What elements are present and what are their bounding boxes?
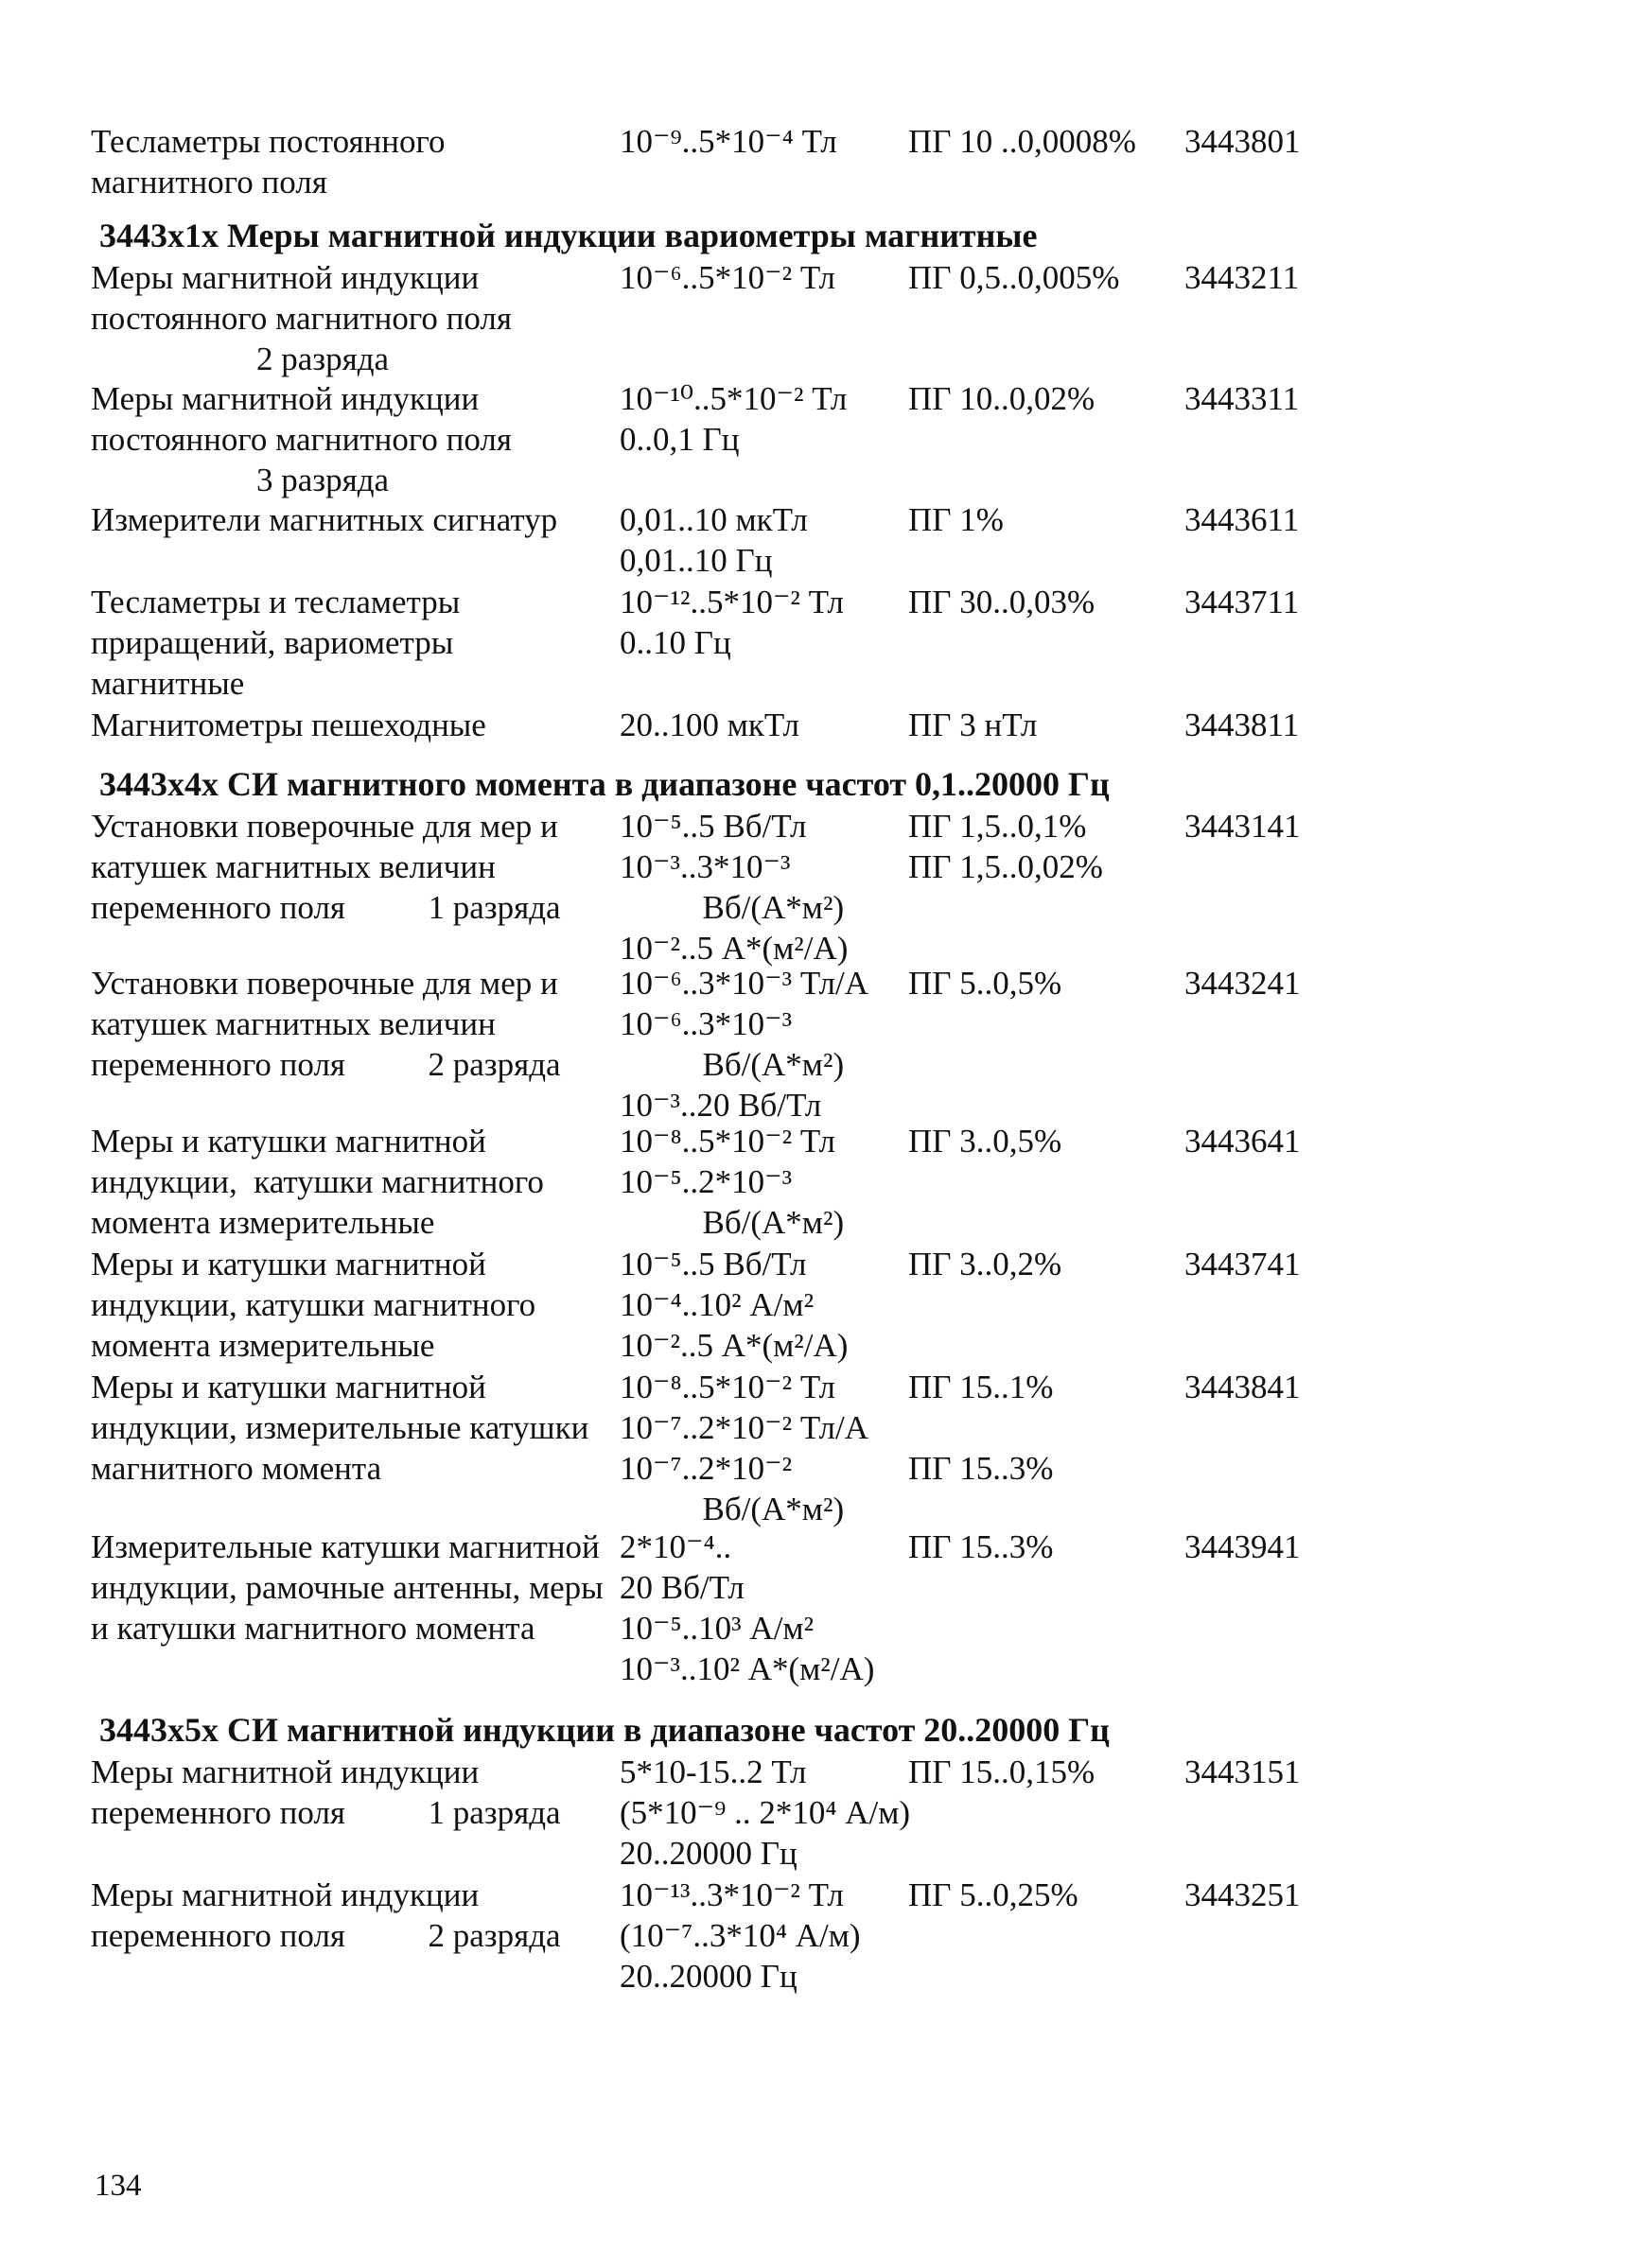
measurement-range xyxy=(620,806,903,968)
measurement-range-line: 0..0,1 Гц xyxy=(620,421,740,458)
measurement-range-line: 5*10-15..2 Тл xyxy=(620,1753,807,1790)
instrument-name-line: магнитного поля xyxy=(91,164,327,201)
accuracy-limit xyxy=(908,499,1183,540)
instrument-name-line: Меры магнитной индукции xyxy=(91,259,480,296)
instrument-name-line: приращений, вариометры xyxy=(91,624,454,661)
accuracy-limit xyxy=(908,806,1183,887)
accuracy-limit xyxy=(908,1875,1183,1915)
measurement-range xyxy=(620,257,903,298)
measurement-range-line: 10⁻⁸..5*10⁻² Тл xyxy=(620,1123,835,1160)
accuracy-limit-line: ПГ 15..0,15% xyxy=(908,1753,1095,1790)
measurement-range-line: 10⁻⁵..10³ А/м² xyxy=(620,1610,815,1647)
instrument-name xyxy=(91,1875,621,1956)
instrument-name-line: Меры и катушки магнитной xyxy=(91,1123,486,1160)
instrument-name-line: 3 разряда xyxy=(91,462,390,498)
instrument-name-line: переменного поля 2 разряда xyxy=(91,1046,561,1083)
accuracy-limit-line: ПГ 15..1% xyxy=(908,1369,1054,1405)
measurement-range-line: (5*10⁻⁹ .. 2*10⁴ А/м) xyxy=(620,1794,911,1831)
measurement-range xyxy=(620,121,903,162)
classifier-code: 3443741 xyxy=(1184,1246,1301,1282)
instrument-name-line: Меры магнитной индукции xyxy=(91,1876,480,1913)
instrument-name-line: переменного поля 2 разряда xyxy=(91,1917,561,1954)
accuracy-limit-line: ПГ 3 нТл xyxy=(908,707,1038,743)
measurement-range-line: 20..100 мкТл xyxy=(620,707,800,743)
accuracy-limit xyxy=(908,1367,1183,1489)
classifier-code: 3443241 xyxy=(1184,965,1301,1002)
measurement-range-line: 20 Вб/Тл xyxy=(620,1569,745,1606)
instrument-name-line: Меры магнитной индукции xyxy=(91,1753,480,1790)
instrument-name-line: магнитные xyxy=(91,665,245,702)
accuracy-limit xyxy=(908,1121,1183,1161)
measurement-range-line: 10⁻⁵..2*10⁻³ xyxy=(620,1163,793,1200)
classifier-code: 3443811 xyxy=(1184,707,1300,743)
accuracy-limit-line: ПГ 3..0,5% xyxy=(908,1123,1062,1160)
accuracy-limit xyxy=(908,705,1183,745)
measurement-range xyxy=(620,1875,903,1997)
measurement-range-line: 10⁻⁶..3*10⁻³ Тл/А xyxy=(620,965,868,1002)
measurement-range-line: 10⁻³..20 Вб/Тл xyxy=(620,1087,822,1124)
measurement-range-line: 0..10 Гц xyxy=(620,624,731,661)
instrument-name xyxy=(91,1121,621,1243)
instrument-name-line: момента измерительные xyxy=(91,1327,435,1364)
instrument-name xyxy=(91,806,621,928)
measurement-range-line: 10⁻⁴..10² А/м² xyxy=(620,1286,815,1323)
accuracy-limit-line: ПГ 15..3% xyxy=(908,1528,1054,1565)
measurement-range xyxy=(620,1752,911,1874)
measurement-range-line: 10⁻⁶..3*10⁻³ xyxy=(620,1005,793,1042)
instrument-name xyxy=(91,963,621,1085)
accuracy-limit xyxy=(908,378,1183,419)
measurement-range xyxy=(620,1527,903,1689)
instrument-name xyxy=(91,1527,621,1649)
measurement-range-line: 10⁻³..10² А*(м²/А) xyxy=(620,1650,875,1687)
instrument-name-line: Меры магнитной индукции xyxy=(91,380,480,417)
accuracy-limit-line: ПГ 30..0,03% xyxy=(908,584,1095,620)
instrument-name-line: катушек магнитных величин xyxy=(91,848,496,885)
page-number: 134 xyxy=(95,2169,142,2203)
instrument-name-line: индукции, катушки магнитного xyxy=(91,1163,544,1200)
measurement-range-line: 10⁻⁶..5*10⁻² Тл xyxy=(620,259,835,296)
measurement-range xyxy=(620,963,903,1125)
instrument-name xyxy=(91,705,621,745)
accuracy-limit-line: ПГ 10 ..0,0008% xyxy=(908,123,1136,160)
measurement-range-line: 10⁻⁸..5*10⁻² Тл xyxy=(620,1369,835,1405)
measurement-range xyxy=(620,1121,903,1243)
instrument-name-line: переменного поля 1 разряда xyxy=(91,889,561,926)
measurement-range-line: 10⁻¹³..3*10⁻² Тл xyxy=(620,1876,844,1913)
measurement-range xyxy=(620,499,903,581)
instrument-name xyxy=(91,1367,621,1489)
section-heading: 3443х5х СИ магнитной индукции в диапазоне частот 20..20000 Гц xyxy=(99,1711,1110,1749)
measurement-range-line: 2*10⁻⁴.. xyxy=(620,1528,732,1565)
instrument-name-line: Измерительные катушки магнитной xyxy=(91,1528,600,1565)
classifier-code: 3443711 xyxy=(1184,584,1300,620)
accuracy-limit-line: ПГ 3..0,2% xyxy=(908,1246,1062,1282)
instrument-name-line: Установки поверочные для мер и xyxy=(91,808,558,845)
accuracy-limit xyxy=(908,1527,1183,1567)
accuracy-limit-line: ПГ 1% xyxy=(908,501,1004,538)
accuracy-limit xyxy=(908,257,1183,298)
accuracy-limit-line: ПГ 5..0,5% xyxy=(908,965,1062,1002)
measurement-range-line: Вб/(А*м²) xyxy=(620,889,845,926)
instrument-name xyxy=(91,1752,621,1833)
instrument-name-line: индукции, измерительные катушки xyxy=(91,1409,589,1446)
measurement-range-line: Вб/(А*м²) xyxy=(620,1046,845,1083)
instrument-name-line: постоянного магнитного поля xyxy=(91,421,512,458)
instrument-name-line: 2 разряда xyxy=(91,340,390,377)
measurement-range-line: 10⁻⁵..5 Вб/Тл xyxy=(620,1246,807,1282)
measurement-range-line: 20..20000 Гц xyxy=(620,1958,797,1995)
instrument-name xyxy=(91,257,621,379)
classifier-code: 3443151 xyxy=(1184,1753,1301,1790)
classifier-code: 3443841 xyxy=(1184,1369,1301,1405)
instrument-name-line: Меры и катушки магнитной xyxy=(91,1369,486,1405)
measurement-range xyxy=(620,1244,903,1366)
measurement-range-line: (10⁻⁷..3*10⁴ А/м) xyxy=(620,1917,861,1954)
measurement-range-line: 10⁻⁵..5 Вб/Тл xyxy=(620,808,807,845)
measurement-range-line: 10⁻¹⁰..5*10⁻² Тл xyxy=(620,380,848,417)
measurement-range-line: 10⁻²..5 А*(м²/А) xyxy=(620,1327,849,1364)
section-heading: 3443х1х Меры магнитной индукции вариометры магнитные xyxy=(99,217,1038,254)
measurement-range-line: 10⁻¹²..5*10⁻² Тл xyxy=(620,584,844,620)
accuracy-limit xyxy=(908,1752,1183,1792)
instrument-name xyxy=(91,378,621,500)
instrument-name xyxy=(91,499,621,540)
measurement-range-line: 10⁻⁹..5*10⁻⁴ Тл xyxy=(620,123,837,160)
instrument-name-line: Тесламетры постоянного xyxy=(91,123,446,160)
classifier-code: 3443941 xyxy=(1184,1528,1301,1565)
accuracy-limit-line: ПГ 1,5..0,1% xyxy=(908,808,1087,845)
classifier-code: 3443251 xyxy=(1184,1876,1301,1913)
accuracy-limit xyxy=(908,582,1183,622)
measurement-range xyxy=(620,1367,903,1529)
classifier-code: 3443211 xyxy=(1184,259,1300,296)
measurement-range xyxy=(620,378,903,460)
measurement-range-line: 10⁻²..5 А*(м²/А) xyxy=(620,930,849,967)
instrument-name-line: постоянного магнитного поля xyxy=(91,300,512,337)
instrument-name-line: катушек магнитных величин xyxy=(91,1005,496,1042)
instrument-name-line: индукции, катушки магнитного xyxy=(91,1286,536,1323)
instrument-name-line: Тесламетры и тесламетры xyxy=(91,584,461,620)
instrument-name xyxy=(91,1244,621,1366)
measurement-range-line: 0,01..10 Гц xyxy=(620,542,773,579)
instrument-name-line: Магнитометры пешеходные xyxy=(91,707,486,743)
instrument-name-line: магнитного момента xyxy=(91,1450,382,1487)
instrument-name-line: и катушки магнитного момента xyxy=(91,1610,535,1647)
section-heading: 3443х4х СИ магнитного момента в диапазоне частот 0,1..20000 Гц xyxy=(99,765,1110,803)
classifier-code: 3443641 xyxy=(1184,1123,1301,1160)
measurement-range-line: 20..20000 Гц xyxy=(620,1835,797,1872)
accuracy-limit-line: ПГ 10..0,02% xyxy=(908,380,1095,417)
instrument-name-line: Измерители магнитных сигнатур xyxy=(91,501,558,538)
accuracy-limit xyxy=(908,963,1183,1003)
measurement-range-line: 10⁻⁷..2*10⁻² xyxy=(620,1450,793,1487)
measurement-range-line: Вб/(А*м²) xyxy=(620,1204,845,1241)
instrument-name xyxy=(91,121,621,202)
accuracy-limit-line: ПГ 0,5..0,005% xyxy=(908,259,1120,296)
accuracy-limit xyxy=(908,121,1183,162)
instrument-name xyxy=(91,582,621,704)
accuracy-limit-line: ПГ 1,5..0,02% xyxy=(908,848,1103,885)
accuracy-limit xyxy=(908,1244,1183,1284)
instrument-name-line: переменного поля 1 разряда xyxy=(91,1794,561,1831)
classifier-code: 3443141 xyxy=(1184,808,1301,845)
classifier-code: 3443801 xyxy=(1184,123,1301,160)
instrument-name-line: индукции, рамочные антенны, меры xyxy=(91,1569,604,1606)
classifier-code: 3443311 xyxy=(1184,380,1300,417)
measurement-range-line: 10⁻³..3*10⁻³ xyxy=(620,848,791,885)
measurement-range xyxy=(620,582,903,663)
instrument-name-line: момента измерительные xyxy=(91,1204,435,1241)
instrument-name-line: Меры и катушки магнитной xyxy=(91,1246,486,1282)
accuracy-limit-line xyxy=(908,1407,1183,1448)
instrument-name-line: Установки поверочные для мер и xyxy=(91,965,558,1002)
measurement-range-line: 0,01..10 мкТл xyxy=(620,501,808,538)
accuracy-limit-line: ПГ 15..3% xyxy=(908,1450,1054,1487)
measurement-range xyxy=(620,705,903,745)
measurement-range-line: 10⁻⁷..2*10⁻² Тл/А xyxy=(620,1409,868,1446)
measurement-range-line: Вб/(А*м²) xyxy=(620,1491,845,1527)
classifier-code: 3443611 xyxy=(1184,501,1300,538)
accuracy-limit-line: ПГ 5..0,25% xyxy=(908,1876,1078,1913)
